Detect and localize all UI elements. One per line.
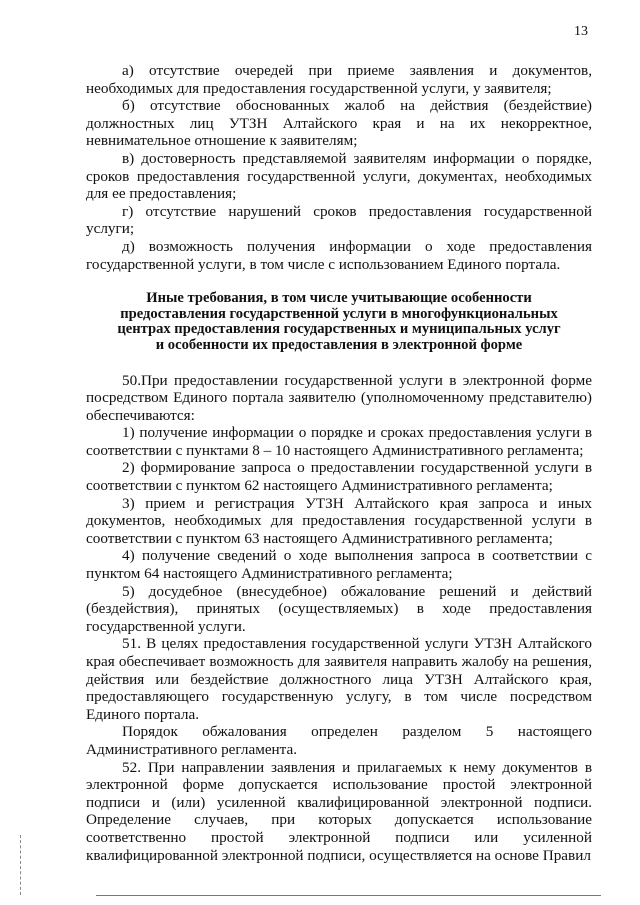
list-item-d: д) возможность получения информации о ходе предоставления государственной услуги, в том числе с использованием Единого портала. [86, 237, 592, 273]
paragraph-51-procedure: Порядок обжалования определен разделом 5 настоящего Административного регламента. [86, 723, 592, 758]
paragraph-52: 52. При направлении заявления и прилагаемых к нему документов в электронной форме допускается использование простой электронной подписи и (или) усиленной квалифицированной электронной подписи. Определение случаев, при которых допускается использование соответственно простой электронной подписи или усиленной квалифицированной электронной подписи, осуществляется на основе Правил [86, 758, 592, 864]
list-item-a: а) отсутствие очередей при приеме заявления и документов, необходимых для предоставления государственной услуги, у заявителя; [86, 62, 592, 97]
paragraph-50-intro: 50.При предоставлении государственной услуги в электронной форме посредством Единого портала заявителю (уполномоченному представителю) обеспечиваются: [86, 371, 592, 424]
section-heading [86, 291, 592, 353]
list-item-b: б) отсутствие обоснованных жалоб на действия (бездействие) должностных лиц УТЗН Алтайского края и на их некорректное, невнимательное отношение к заявителям; [86, 97, 592, 150]
paragraph-50-item-4: 4) получение сведений о ходе выполнения запроса в соответствии с пунктом 64 настоящего Административного регламента; [86, 547, 592, 583]
paragraph-51: 51. В целях предоставления государственной услуги УТЗН Алтайского края обеспечивает возможность для заявителя направить жалобу на решения, действия или бездействие должностного лица УТЗН Алтайского края, предоставляющего государственную услугу, в том числе посредством Единого портала. [86, 635, 592, 723]
heading-line: центрах предоставления государственных и муниципальных услуг [117, 321, 561, 338]
list-item-g: г) отсутствие нарушений сроков предоставления государственной услуги; [86, 202, 592, 238]
paragraph-50-item-3: 3) прием и регистрация УТЗН Алтайского края запроса и иных документов, необходимых для предоставления государственной услуги в соответствии с пунктом 63 настоящего Административного регламента; [86, 494, 592, 547]
heading-line: и особенности их предоставления в электронной форме [155, 336, 523, 353]
heading-line: Иные требования, в том числе учитывающие особенности [146, 290, 532, 307]
list-item-v: в) достоверность представляемой заявителям информации о порядке, сроков предоставления государственной услуги, документах, необходимых для ее предоставления; [86, 149, 592, 203]
paragraph-50-item-5: 5) досудебное (внесудебное) обжалование решений и действий (бездействия), принятых (осуществляемых) в ходе предоставления государственной услуги. [86, 582, 592, 635]
paragraph-50-item-1: 1) получение информации о порядке и сроках предоставления услуги в соответствии с пунктами 8 – 10 настоящего Административного регламента; [86, 424, 592, 459]
bottom-rule [96, 895, 601, 897]
document-body [86, 62, 592, 864]
paragraph-50-item-2: 2) формирование запроса о предоставлении государственной услуги в соответствии с пунктом 62 настоящего Административного регламента; [86, 459, 592, 495]
scan-margin-mark [20, 835, 22, 895]
page-number: 13 [574, 24, 588, 39]
heading-line: предоставления государственной услуги в многофункциональных [120, 305, 558, 322]
